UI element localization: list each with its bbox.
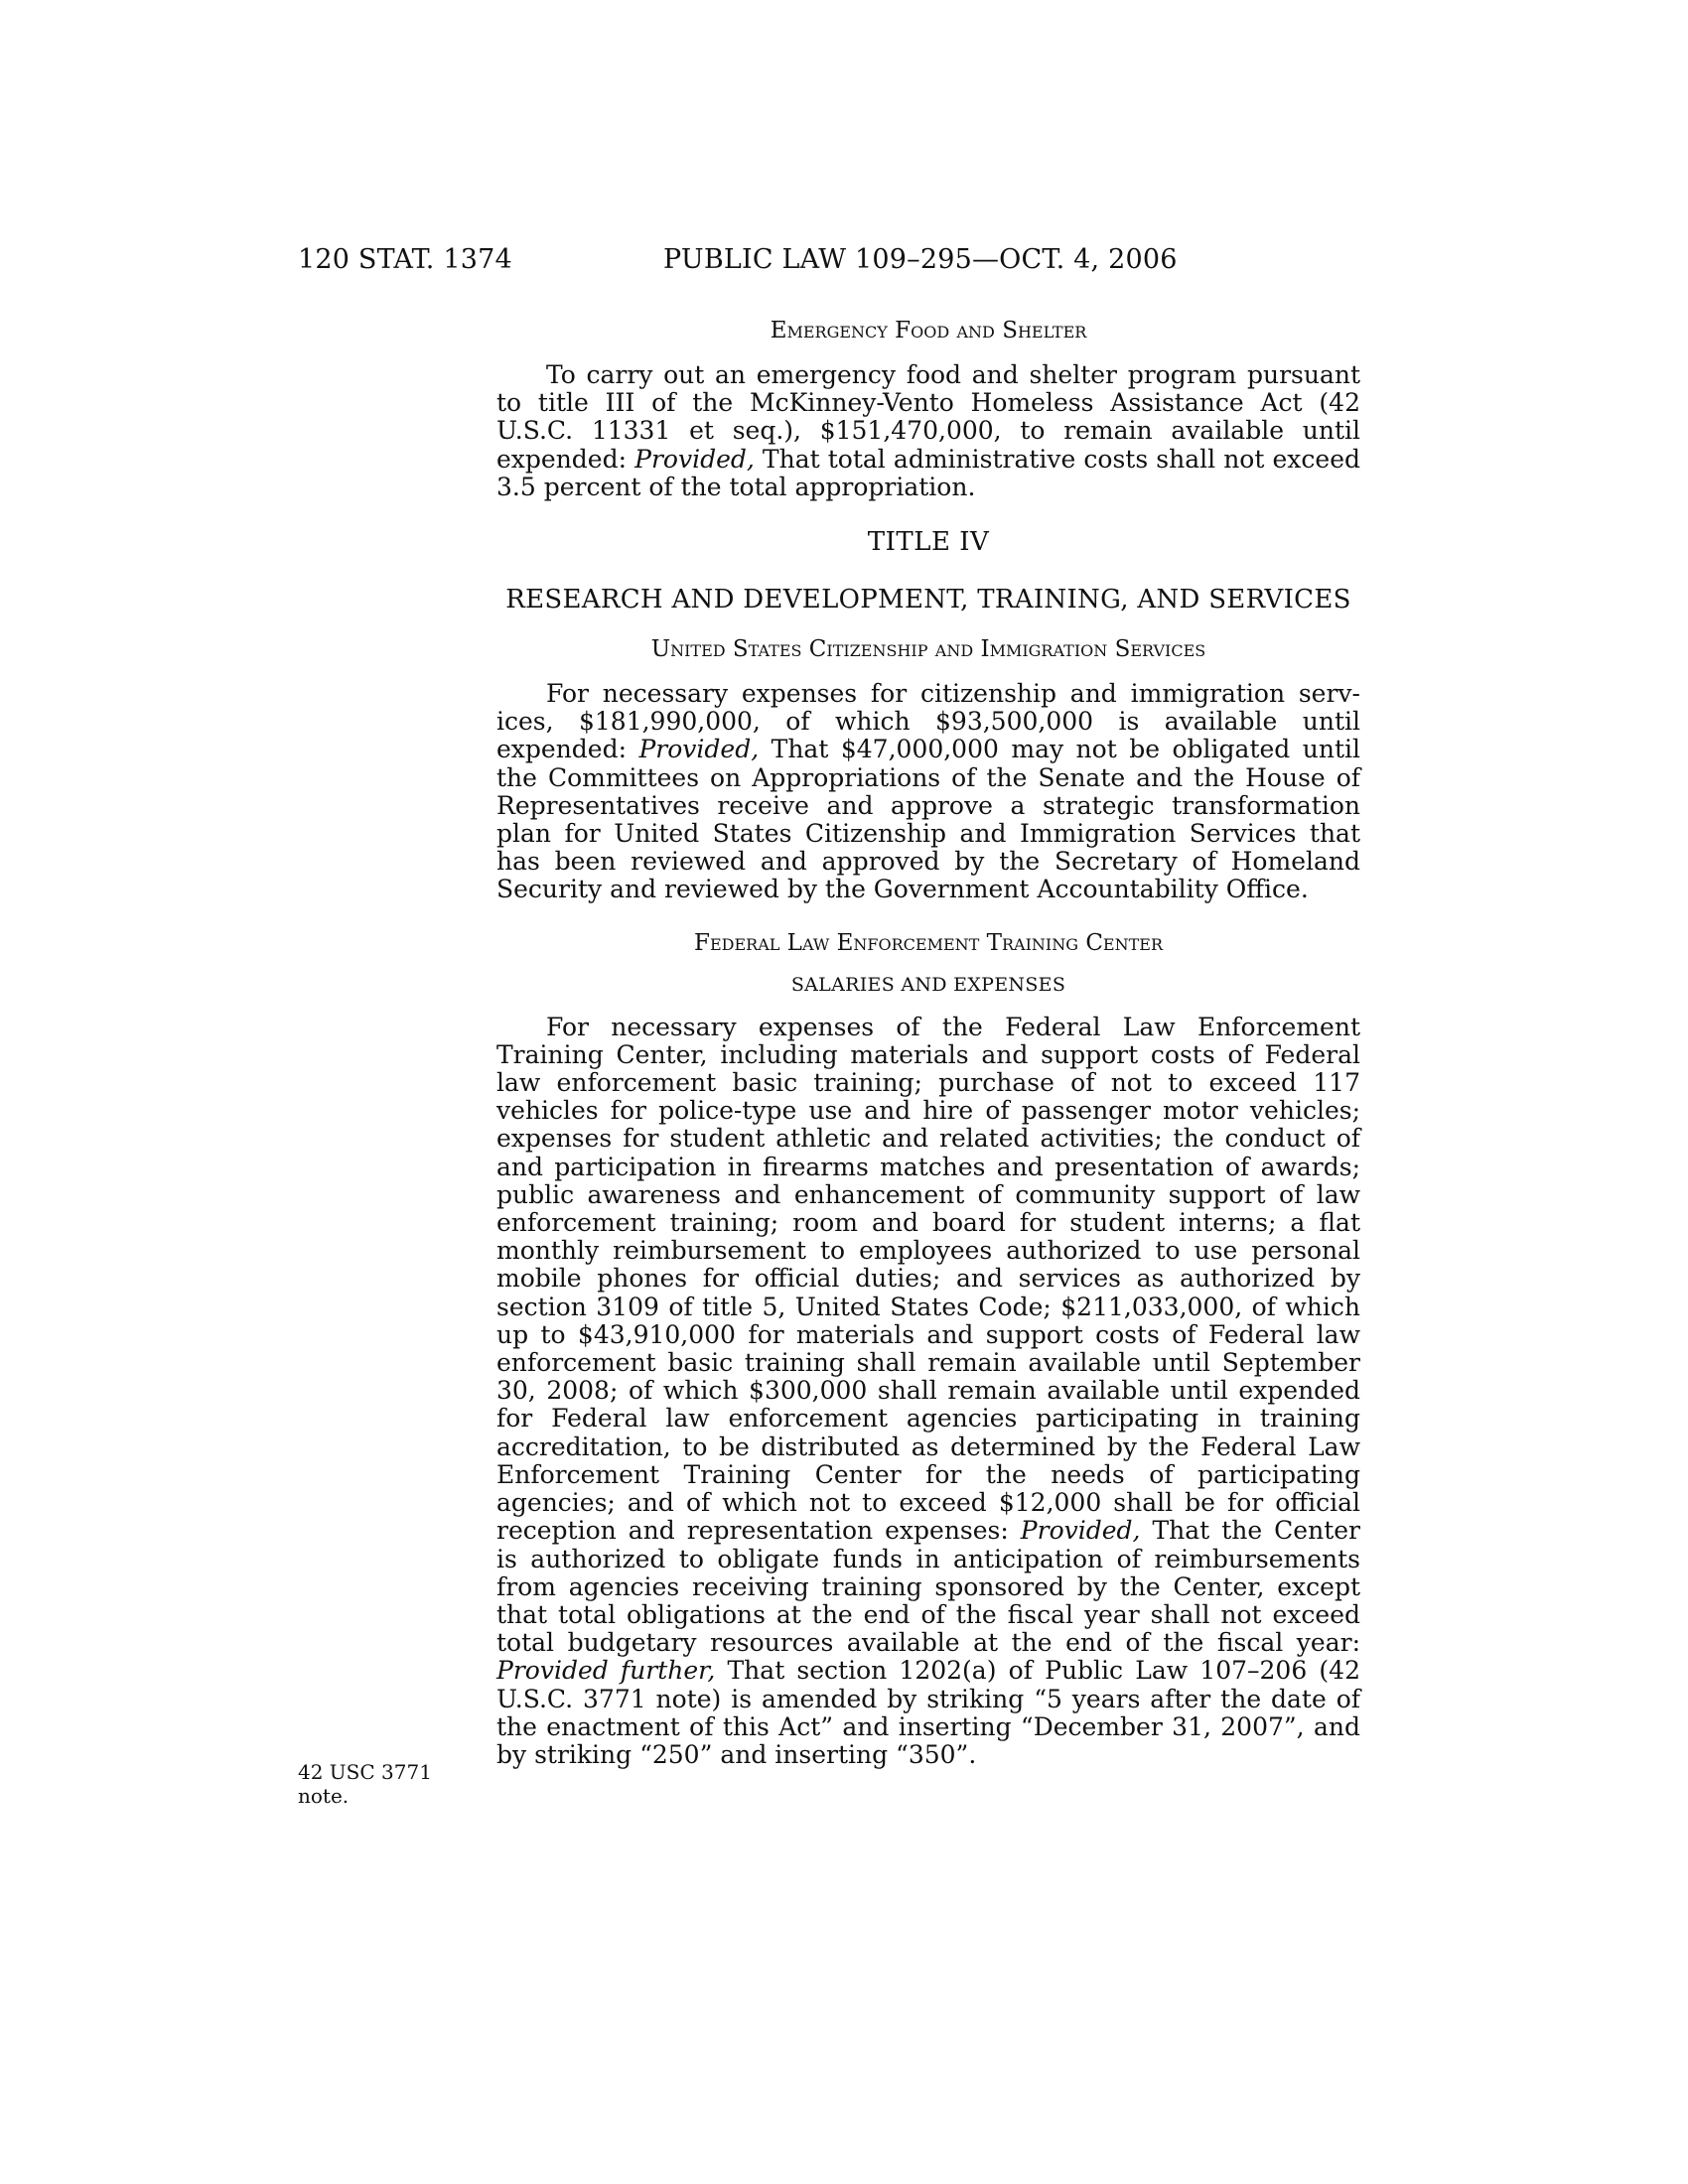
emergency-text-1: To carry out an emergency food and shelter program pursuant to title III of the McKinney-Vento Homeless Assistance Act (42 U.S.C. 11331 et seq.), $151,470,000, to remain available until expended:: [496, 360, 1360, 474]
main-text-column: [496, 318, 1360, 1769]
emergency-food-shelter-heading: Emergency Food and Shelter: [770, 318, 1087, 343]
fletc-provided-further: Provided further,: [496, 1656, 716, 1686]
uscis-paragraph: [496, 680, 1360, 904]
fletc-provided: Provided,: [1020, 1516, 1141, 1546]
emergency-food-shelter-paragraph: [496, 361, 1360, 501]
fletc-text-2: That the Center is authorized to obligate funds in anticipation of reimbursements from agencies receiving training sponsored by the Center, except that total obligations at the end of the fiscal year shall not exceed total budgetary resources available at the end of the fiscal year:: [496, 1516, 1360, 1658]
fletc-heading: Federal Law Enforcement Training Center: [694, 929, 1163, 956]
public-law-citation: PUBLIC LAW 109–295—OCT. 4, 2006: [663, 244, 1178, 275]
emergency-provided: Provided,: [634, 444, 755, 474]
title-iv-heading: TITLE IV: [867, 527, 990, 558]
margin-note-usc-citation: 42 USC 3771 note.: [298, 1760, 432, 1808]
salaries-expenses-heading: SALARIES AND EXPENSES: [790, 973, 1066, 996]
fletc-paragraph: [496, 1014, 1360, 1769]
uscis-heading: United States Citizenship and Immigration Services: [650, 636, 1206, 663]
emergency-text-2: That total administrative costs shall not exceed 3.5 percent of the total appropriation.: [496, 444, 1360, 501]
uscis-provided: Provided,: [638, 735, 760, 764]
uscis-text-2: That $47,000,000 may not be obligated until the Committees on Appropriations of the Senate and the House of Representatives receive and approve a strategic transformation plan for United States Citizenship and Immigration Services that has been reviewed and approved by the Secretary of Homeland Security and reviewed by the Government Accountability Office.: [496, 735, 1360, 904]
uscis-text-1: For necessary expenses for citizenship and immigration services, $181,990,000, of which $93,500,000 is available until expended:: [496, 679, 1360, 764]
fletc-text-3: That section 1202(a) of Public Law 107–206 (42 U.S.C. 3771 note) is amended by striking “5 years after the date of the enactment of this Act” and inserting “December 31, 2007”, and by striking “250” and inserting “350”.: [496, 1656, 1360, 1769]
division-heading: RESEARCH AND DEVELOPMENT, TRAINING, AND SERVICES: [505, 585, 1351, 615]
fletc-text-1: For necessary expenses of the Federal Law Enforcement Training Center, including materials and support costs of Federal law enforcement basic training; purchase of not to exceed 117 vehicles for police-type use and hire of passenger motor vehicles; expenses for student athletic and related activities; the conduct of and participation in firearms matches and presentation of awards; public awareness and enhancement of community support of law enforcement training; room and board for student interns; a flat monthly reimbursement to employees authorized to use personal mobile phones for official duties; and services as authorized by section 3109 of title 5, United States Code; $211,033,000, of which up to $43,910,000 for materials and support costs of Federal law enforcement basic training shall remain available until September 30, 2008; of which $300,000 shall remain available until expended for Federal law enforcement agencies participating in training accreditation, to be distributed as determined by the Federal Law Enforcement Training Center for the needs of participating agencies; and of which not to exceed $12,000 shall be for official reception and representation expenses:: [496, 1012, 1360, 1546]
stat-citation: 120 STAT. 1374: [298, 244, 512, 275]
